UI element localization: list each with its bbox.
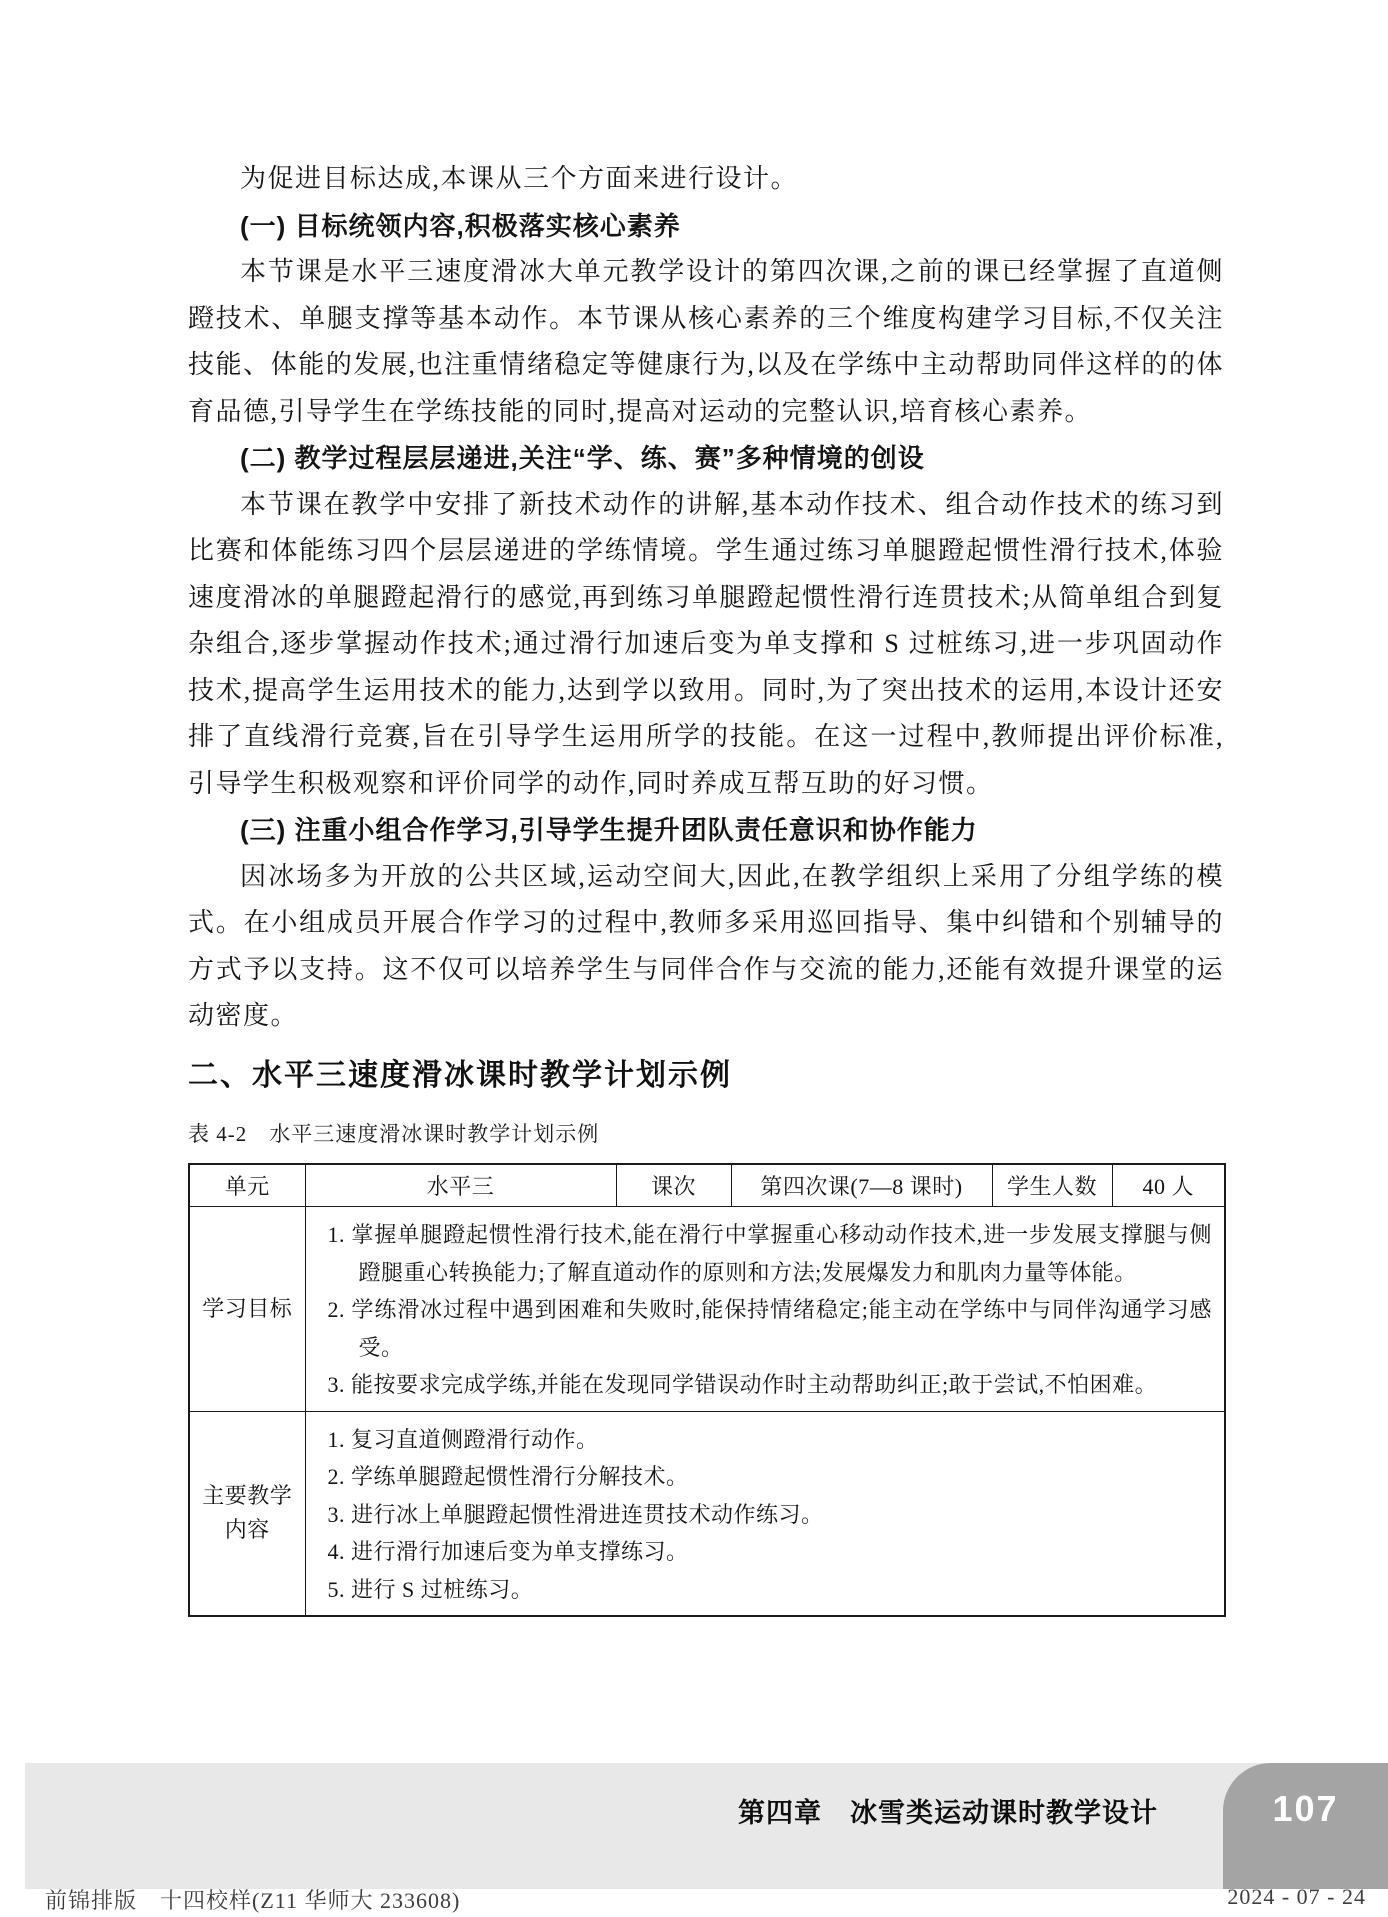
header-unit-value: 水平三 [305,1164,616,1207]
header-students-value: 40 人 [1112,1164,1225,1207]
body-text [188,156,1224,1040]
header-lesson-label: 课次 [616,1164,731,1207]
page-number: 107 [1272,1788,1339,1829]
table-header-row [189,1164,1225,1207]
proof-date: 2024 - 07 - 24 [1227,1884,1366,1909]
content-item: 1. 复习直道侧蹬滑行动作。 [327,1426,599,1452]
subheading-1: (一) 目标统领内容,积极落实核心素养 [240,210,681,241]
table-row-teaching-content [189,1411,1225,1616]
learning-goals-cell [305,1207,1225,1412]
table-row-learning-goals [189,1207,1225,1412]
subheading-3: (三) 注重小组合作学习,引导学生提升团队责任意识和协作能力 [240,815,978,845]
chapter-title: 第四章 冰雪类运动课时教学设计 [738,1798,1158,1828]
goal-item: 3. 能按要求完成学练,并能在发现同学错误动作时主动帮助纠正;敢于尝试,不怕困难。 [327,1372,1158,1397]
paragraph-3: 因冰场多为开放的公共区域,运动空间大,因此,在教学组织上采用了分组学练的模式。在小组成员开展合作学习的过程中,教师多采用巡回指导、集中纠错和个别辅导的方式予以支持。这不仅可以培养学生与同伴合作与交流的能力,还能有效提升课堂的运动密度。 [188,861,1224,1030]
proof-info: 前锦排版 十四校样(Z11 华师大 233608) [45,1888,461,1913]
header-unit-label: 单元 [189,1164,305,1207]
header-lesson-value: 第四次课(7—8 课时) [731,1164,992,1207]
paragraph-2: 本节课在教学中安排了新技术动作的讲解,基本动作技术、组合动作技术的练习到比赛和体能练习四个层层递进的学练情境。学生通过练习单腿蹬起惯性滑行技术,体验速度滑冰的单腿蹬起滑行的感觉,再到练习单腿蹬起惯性滑行连贯技术;从简单组合到复杂组合,逐步掌握动作技术;通过滑行加速后变为单支撑和 S 过桩练习,进一步巩固动作技术,提高学生运用技术的能力,达到学以致用。同时,为了突出技术的运用,本设计还安排了直线滑行竞赛,旨在引导学生运用所学的技能。在这一过程中,教师提出评价标准,引导学生积极观察和评价同学的动作,同时养成互帮互助的好习惯。 [188,489,1224,798]
lesson-plan-table [188,1163,1226,1617]
table-caption: 表 4-2 水平三速度滑冰课时教学计划示例 [188,1122,600,1146]
goal-item: 2. 学练滑冰过程中遇到困难和失败时,能保持情绪稳定;能主动在学练中与同伴沟通学习感受。 [327,1297,1212,1360]
row-label-learning-goals: 学习目标 [189,1207,305,1412]
section-title: 二、水平三速度滑冰课时教学计划示例 [188,1059,732,1092]
subheading-2: (二) 教学过程层层递进,关注“学、练、赛”多种情境的创设 [240,443,925,473]
teaching-content-cell [305,1411,1225,1616]
content-item: 5. 进行 S 过桩练习。 [327,1576,534,1602]
row-label-line: 主要教学 [202,1483,293,1509]
content-item: 4. 进行滑行加速后变为单支撑练习。 [327,1539,689,1564]
paragraph-1: 本节课是水平三速度滑冰大单元教学设计的第四次课,之前的课已经掌握了直道侧蹬技术、单腿支撑等基本动作。本节课从核心素养的三个维度构建学习目标,不仅关注技能、体能的发展,也注重情绪稳定等健康行为,以及在学练中主动帮助同伴这样的的体育品德,引导学生在学练技能的同时,提高对运动的完整认识,培育核心素养。 [188,257,1224,426]
page-number-block [1223,1763,1388,1889]
footer-band [25,1763,1388,1889]
content-item: 2. 学练单腿蹬起惯性滑行分解技术。 [327,1464,689,1489]
header-students-label: 学生人数 [992,1164,1112,1207]
content-item: 3. 进行冰上单腿蹬起惯性滑进连贯技术动作练习。 [327,1501,824,1527]
row-label-line: 内容 [224,1517,270,1543]
paragraph-intro: 为促进目标达成,本课从三个方面来进行设计。 [240,164,799,193]
row-label-teaching-content [189,1411,305,1616]
goal-item: 1. 掌握单腿蹬起惯性滑行技术,能在滑行中掌握重心移动动作技术,进一步发展支撑腿与侧蹬腿重心转换能力;了解直道动作的原则和方法;发展爆发力和肌肉力量等体能。 [327,1222,1212,1285]
